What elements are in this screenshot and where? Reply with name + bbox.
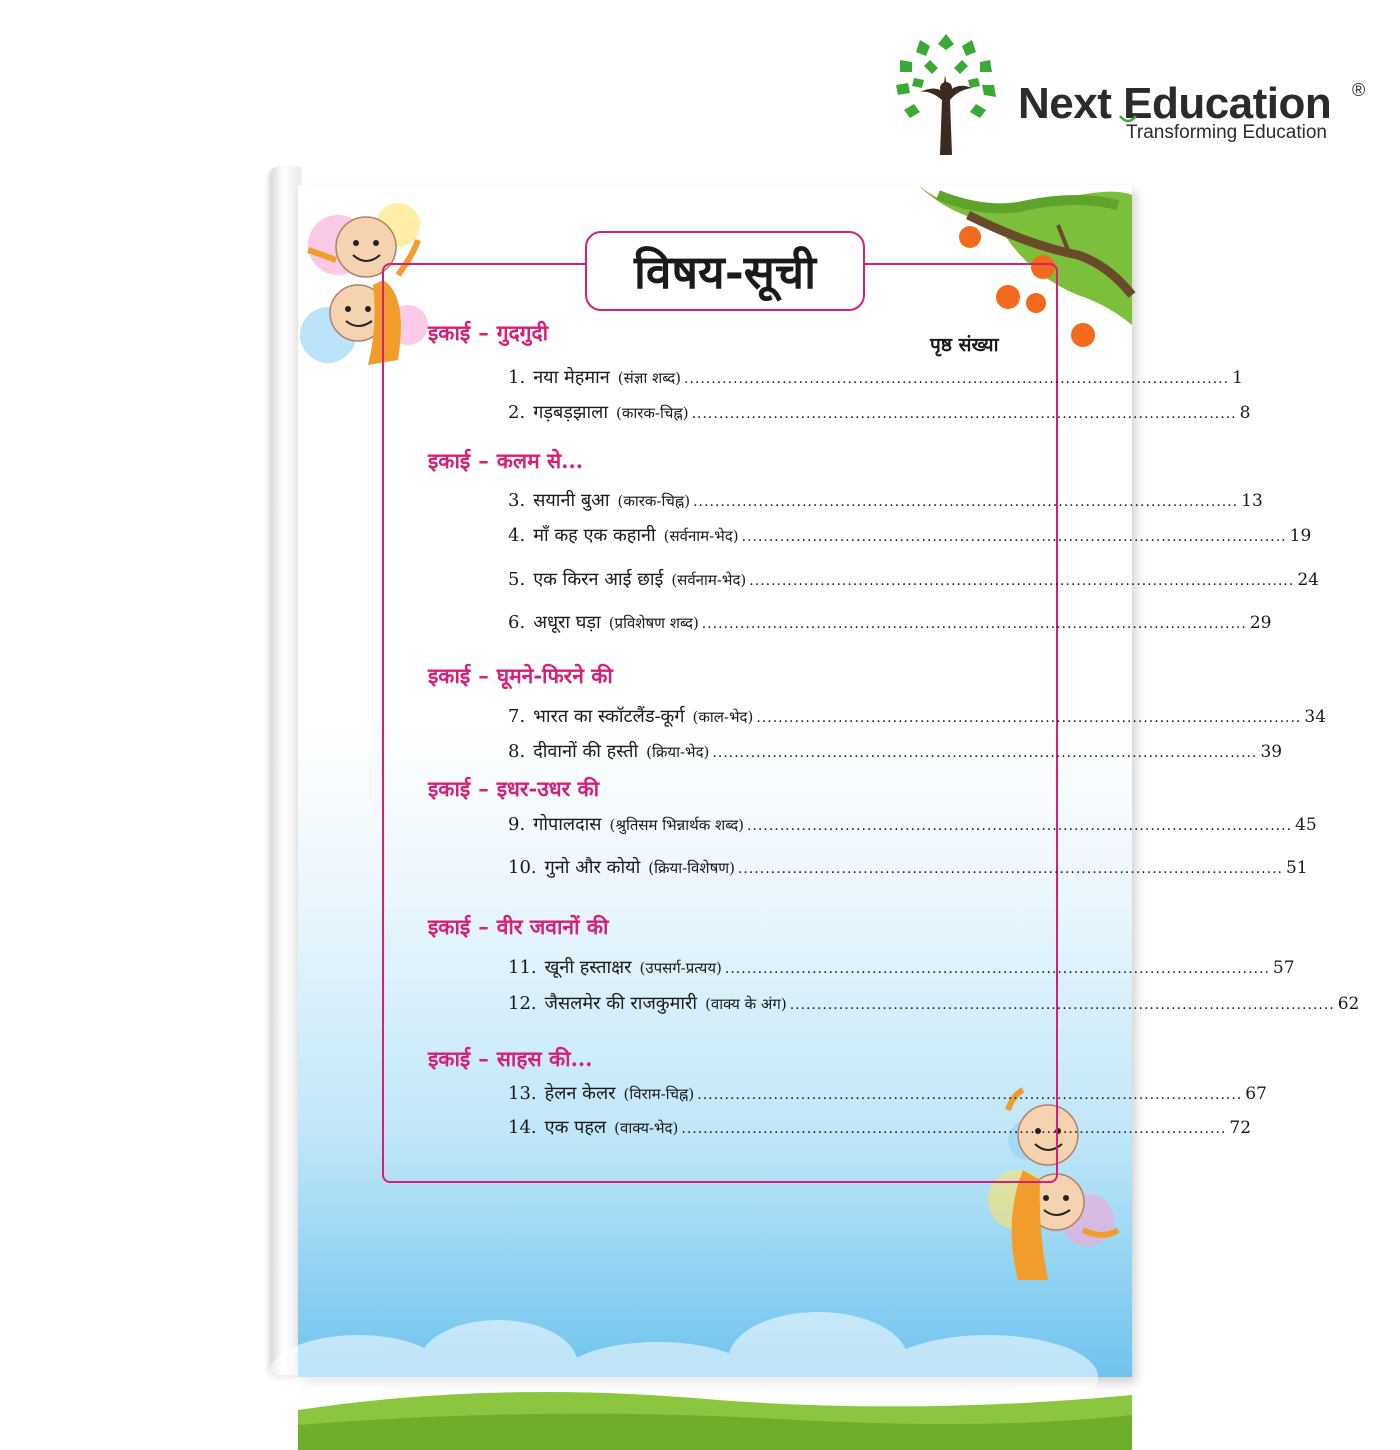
unit-heading bbox=[428, 775, 599, 803]
chapter-page-number: 8 bbox=[1239, 403, 1251, 423]
dot-leader: .................................................................................................... bbox=[747, 818, 1293, 834]
chapter-number: 13. bbox=[508, 1083, 537, 1104]
chapter-title: गोपालदास bbox=[533, 814, 602, 835]
toc-chapter-row[interactable] bbox=[508, 523, 1312, 551]
tree-logo-icon bbox=[890, 30, 1002, 155]
chapter-number: 11. bbox=[508, 957, 537, 978]
dot-leader: .................................................................................................... bbox=[693, 494, 1239, 510]
chapter-number: 7. bbox=[508, 706, 526, 727]
chapter-page-number: 67 bbox=[1245, 1084, 1267, 1104]
chapter-page-number: 29 bbox=[1249, 613, 1272, 633]
chapter-page-number: 34 bbox=[1304, 707, 1327, 727]
toc-chapter-row[interactable] bbox=[508, 1115, 1252, 1143]
chapter-number: 5. bbox=[508, 569, 526, 590]
chapter-number: 14. bbox=[508, 1117, 537, 1138]
unit-name: वीर जवानों की bbox=[496, 914, 609, 939]
chapter-page-number: 24 bbox=[1297, 570, 1319, 590]
unit-name: साहस की... bbox=[496, 1046, 593, 1071]
dot-leader: .................................................................................................... bbox=[724, 961, 1270, 977]
unit-heading bbox=[428, 662, 613, 690]
chapter-grammar-topic: (कारक-चिह्न) bbox=[617, 492, 691, 510]
chapter-title: हेलन केलर bbox=[544, 1083, 616, 1104]
chapter-number: 10. bbox=[508, 857, 537, 878]
chapter-number: 6. bbox=[508, 612, 526, 633]
chapter-page-number: 13 bbox=[1241, 491, 1263, 511]
chapter-title: गड़बड़झाला bbox=[533, 402, 608, 423]
book-spine bbox=[271, 167, 301, 1375]
dot-leader: .................................................................................................... bbox=[684, 371, 1230, 387]
unit-name: इधर-उधर की bbox=[496, 776, 600, 801]
toc-chapter-row[interactable] bbox=[508, 955, 1295, 983]
unit-heading bbox=[428, 319, 548, 347]
dot-leader: .................................................................................................... bbox=[681, 1121, 1227, 1137]
chapter-grammar-topic: (विराम-चिह्न) bbox=[623, 1085, 695, 1103]
chapter-grammar-topic: (संज्ञा शब्द) bbox=[617, 369, 682, 387]
chapter-number: 4. bbox=[508, 525, 526, 546]
unit-heading bbox=[428, 1045, 593, 1073]
toc-chapter-row[interactable] bbox=[508, 488, 1263, 516]
chapter-title: दीवानों की हस्ती bbox=[533, 741, 639, 762]
toc-chapter-row[interactable] bbox=[508, 991, 1360, 1019]
unit-word: इकाई bbox=[428, 663, 471, 688]
unit-dash: – bbox=[478, 1046, 489, 1071]
unit-dash: – bbox=[478, 320, 489, 345]
chapter-grammar-topic: (सर्वनाम-भेद) bbox=[671, 571, 747, 589]
chapter-page-number: 1 bbox=[1232, 368, 1243, 388]
toc-chapter-row[interactable] bbox=[508, 400, 1251, 428]
chapter-title: नया मेहमान bbox=[533, 367, 610, 388]
unit-word: इकाई bbox=[428, 776, 471, 801]
page-column-label: पृष्ठ संख्या bbox=[930, 334, 999, 356]
chapter-grammar-topic: (सर्वनाम-भेद) bbox=[663, 527, 739, 545]
toc-chapter-row[interactable] bbox=[508, 812, 1317, 840]
chapter-grammar-topic: (उपसर्ग-प्रत्यय) bbox=[639, 959, 722, 977]
toc-chapter-row[interactable] bbox=[508, 1081, 1267, 1109]
chapter-number: 12. bbox=[508, 993, 537, 1014]
registered-mark: ® bbox=[1352, 80, 1366, 100]
dot-leader: .................................................................................................... bbox=[789, 997, 1335, 1013]
chapter-grammar-topic: (क्रिया-भेद) bbox=[646, 743, 710, 761]
chapter-title: खूनी हस्ताक्षर bbox=[544, 957, 632, 978]
unit-heading bbox=[428, 913, 608, 941]
chapter-title: अधूरा घड़ा bbox=[533, 612, 601, 633]
dot-leader: .................................................................................................... bbox=[756, 710, 1302, 726]
book-page bbox=[298, 185, 1360, 1377]
chapter-title: जैसलमेर की राजकुमारी bbox=[544, 993, 698, 1014]
chapter-page-number: 45 bbox=[1295, 815, 1317, 835]
unit-name: कलम से... bbox=[496, 448, 584, 473]
unit-dash: – bbox=[478, 776, 489, 801]
toc-chapter-row[interactable] bbox=[508, 855, 1308, 883]
grass-illustration bbox=[298, 1370, 1132, 1450]
brand-logo bbox=[890, 30, 1380, 155]
toc-title-box bbox=[585, 231, 865, 311]
chapter-grammar-topic: (वाक्य के अंग) bbox=[705, 995, 787, 1013]
dot-leader: .................................................................................................... bbox=[697, 1087, 1243, 1103]
chapter-title: गुनो और कोयो bbox=[544, 857, 641, 878]
unit-dash: – bbox=[478, 663, 489, 688]
chapter-title: एक पहल bbox=[544, 1117, 607, 1138]
toc-chapter-row[interactable] bbox=[508, 704, 1327, 732]
brand-name: Next Education bbox=[1018, 79, 1332, 128]
toc-chapter-row[interactable] bbox=[508, 567, 1319, 595]
chapter-title: भारत का स्कॉटलैंड-कूर्ग bbox=[533, 706, 685, 727]
brand-tagline: Transforming Education bbox=[1126, 122, 1328, 143]
chapter-page-number: 62 bbox=[1337, 994, 1360, 1014]
unit-word: इकाई bbox=[428, 1046, 471, 1071]
toc-chapter-row[interactable] bbox=[508, 610, 1272, 638]
toc-chapter-row[interactable] bbox=[508, 739, 1283, 767]
dot-leader: .................................................................................................... bbox=[737, 861, 1283, 877]
unit-name: घूमने-फिरने की bbox=[496, 663, 613, 688]
dot-leader: .................................................................................................... bbox=[741, 529, 1287, 545]
dot-leader: .................................................................................................... bbox=[701, 616, 1247, 632]
chapter-grammar-topic: (श्रुतिसम भिन्नार्थक शब्द) bbox=[609, 816, 745, 834]
chapter-page-number: 72 bbox=[1229, 1118, 1252, 1138]
dot-leader: .................................................................................................... bbox=[712, 745, 1258, 761]
unit-word: इकाई bbox=[428, 448, 471, 473]
chapter-grammar-topic: (काल-भेद) bbox=[692, 708, 754, 726]
chapter-number: 2. bbox=[508, 402, 526, 423]
chapter-number: 1. bbox=[508, 367, 526, 388]
chapter-title: माँ कह एक कहानी bbox=[533, 525, 656, 546]
unit-dash: – bbox=[478, 448, 489, 473]
dot-leader: .................................................................................................... bbox=[691, 406, 1237, 422]
chapter-number: 3. bbox=[508, 490, 526, 511]
chapter-grammar-topic: (प्रविशेषण शब्द) bbox=[608, 614, 699, 632]
chapter-grammar-topic: (क्रिया-विशेषण) bbox=[648, 859, 735, 877]
dot-leader: .................................................................................................... bbox=[749, 573, 1295, 589]
chapter-page-number: 19 bbox=[1289, 526, 1312, 546]
unit-dash: – bbox=[478, 914, 489, 939]
chapter-title: एक किरन आई छाई bbox=[533, 569, 664, 590]
unit-heading bbox=[428, 447, 583, 475]
chapter-page-number: 51 bbox=[1285, 858, 1308, 878]
chapter-grammar-topic: (वाक्य-भेद) bbox=[614, 1119, 679, 1137]
chapter-number: 8. bbox=[508, 741, 526, 762]
chapter-page-number: 39 bbox=[1260, 742, 1283, 762]
chapter-number: 9. bbox=[508, 814, 526, 835]
unit-word: इकाई bbox=[428, 914, 471, 939]
chapter-title: सयानी बुआ bbox=[533, 490, 610, 511]
chapter-page-number: 57 bbox=[1272, 958, 1295, 978]
toc-title: विषय-सूची bbox=[633, 245, 817, 299]
unit-name: गुदगुदी bbox=[496, 320, 549, 345]
unit-word: इकाई bbox=[428, 320, 471, 345]
chapter-grammar-topic: (कारक-चिह्न) bbox=[616, 404, 689, 422]
toc-chapter-row[interactable] bbox=[508, 365, 1243, 393]
